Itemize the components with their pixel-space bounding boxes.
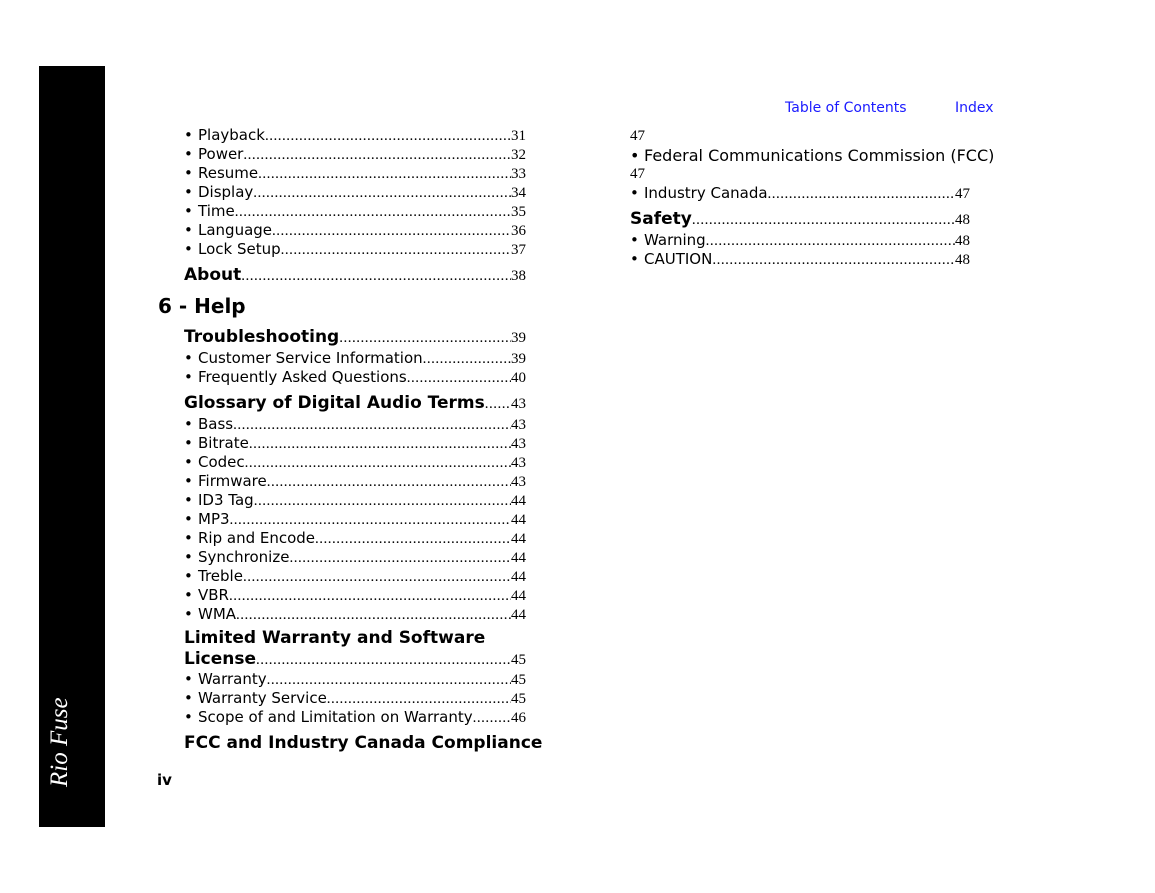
toc-entry[interactable]: [184, 349, 526, 368]
entry-page: 44: [511, 588, 526, 604]
toc-entry[interactable]: [184, 708, 526, 727]
toc-entry-industry-canada[interactable]: [630, 184, 970, 203]
toc-entry-about[interactable]: [184, 263, 526, 287]
leader-dots: [241, 264, 511, 288]
toc-entry[interactable]: [630, 250, 970, 269]
entry-page: 31: [511, 128, 526, 144]
entry-page: 39: [511, 330, 526, 346]
bullet: •: [184, 202, 193, 220]
bullet: •: [630, 146, 640, 165]
toc-entry[interactable]: [184, 415, 526, 434]
entry-label: • Rip and Encode: [184, 529, 316, 547]
bullet: •: [184, 529, 193, 547]
bullet: •: [630, 231, 639, 249]
entry-page: 43: [511, 474, 526, 490]
leader-dots: [768, 185, 955, 204]
leader-dots: [272, 222, 511, 241]
entry-label: • Playback: [184, 126, 265, 144]
entry-label: • Treble: [184, 567, 243, 585]
leader-dots: [245, 454, 511, 473]
leader-dots: [249, 435, 511, 454]
entry-page: 33: [511, 166, 526, 182]
bullet: •: [184, 670, 193, 688]
entry-page: 44: [511, 607, 526, 623]
bullet: •: [630, 250, 639, 268]
bullet: •: [184, 491, 193, 509]
leader-dots: [706, 232, 955, 251]
entry-page: 47: [955, 186, 970, 202]
entry-label: • Firmware: [184, 472, 267, 490]
entry-page: 43: [511, 436, 526, 452]
bullet: •: [184, 221, 193, 239]
bullet: •: [630, 184, 639, 202]
entry-page: 40: [511, 370, 526, 386]
leader-dots: [339, 326, 511, 350]
bullet: •: [184, 567, 193, 585]
leader-dots: [267, 473, 511, 492]
entry-label: • Display: [184, 183, 254, 201]
entry-page: 43: [511, 417, 526, 433]
entry-label: • CAUTION: [630, 250, 713, 268]
entry-page: 34: [511, 185, 526, 201]
toc-entry-fcc[interactable]: FCC and Industry Canada Compliance: [184, 733, 543, 753]
toc-entry[interactable]: [184, 164, 526, 183]
toc-entry[interactable]: [184, 491, 526, 510]
toc-entry[interactable]: [184, 221, 526, 240]
leader-dots: [233, 416, 511, 435]
fcc-page-number[interactable]: 47: [630, 128, 645, 144]
index-link[interactable]: Index: [955, 100, 994, 116]
leader-dots: [236, 606, 511, 625]
bullet: •: [184, 689, 193, 707]
entry-page: 44: [511, 550, 526, 566]
entry-page: 47: [630, 166, 645, 182]
toc-entry[interactable]: [184, 689, 526, 708]
bullet: •: [184, 434, 193, 452]
entry-label: • Customer Service Information: [184, 349, 423, 367]
entry-page: 38: [511, 268, 526, 284]
entry-label: • MP3: [184, 510, 230, 528]
leader-dots: [327, 690, 511, 709]
entry-page: 48: [955, 252, 970, 268]
toc-left-column: [158, 126, 543, 755]
entry-page: 46: [511, 710, 526, 726]
entry-page: 43: [511, 396, 526, 412]
bullet: •: [184, 472, 193, 490]
toc-entry[interactable]: [184, 145, 526, 164]
safety-items: [630, 231, 970, 269]
entry-page: 44: [511, 512, 526, 528]
entry-label: • Synchronize: [184, 548, 290, 566]
toc-entry-fcc-commission[interactable]: [630, 146, 998, 165]
chapter-heading: 6 - Help: [158, 294, 246, 318]
leader-dots: [267, 671, 511, 690]
entry-label: • Warning: [630, 231, 706, 249]
leader-dots: [254, 492, 511, 511]
toc-entry-warranty[interactable]: [184, 649, 526, 670]
toc-entry[interactable]: [184, 670, 526, 689]
entry-label: • Frequently Asked Questions: [184, 368, 407, 386]
entry-page: 44: [511, 493, 526, 509]
toc-entry[interactable]: [184, 240, 526, 259]
toc-entry-safety[interactable]: [630, 207, 970, 231]
entry-label: • Industry Canada: [630, 184, 768, 202]
toc-entry[interactable]: [184, 586, 526, 605]
toc-entry[interactable]: [630, 231, 970, 250]
bullet: •: [184, 586, 193, 604]
toc-entry-glossary[interactable]: [184, 391, 526, 415]
entry-label: • Language: [184, 221, 273, 239]
entry-page: 39: [511, 351, 526, 367]
leader-dots: [423, 350, 511, 369]
toc-entry[interactable]: [184, 548, 526, 567]
bullet: •: [184, 240, 193, 258]
bullet: •: [184, 183, 193, 201]
entry-label: • Codec: [184, 453, 245, 471]
entry-page: 45: [511, 691, 526, 707]
entry-label: • Warranty: [184, 670, 267, 688]
troubleshooting-items: [184, 349, 526, 387]
entry-label: • Bitrate: [184, 434, 249, 452]
entry-label: • VBR: [184, 586, 229, 604]
leader-dots: [229, 587, 511, 606]
toc-entry-troubleshooting[interactable]: [184, 325, 526, 349]
leader-dots: [265, 127, 511, 146]
leader-dots: [315, 530, 511, 549]
entry-label: • Scope of and Limitation on Warranty: [184, 708, 473, 726]
entry-page: 48: [955, 233, 970, 249]
entry-label: • Resume: [184, 164, 259, 182]
bullet: •: [184, 708, 193, 726]
glossary-items: [184, 415, 526, 624]
toc-entry[interactable]: [184, 126, 526, 145]
entry-page: 44: [511, 569, 526, 585]
bullet: •: [184, 349, 193, 367]
toc-entry[interactable]: [184, 472, 526, 491]
entry-label: • WMA: [184, 605, 237, 623]
bullet: •: [184, 145, 193, 163]
leader-dots: [692, 208, 955, 232]
entry-page: 43: [511, 455, 526, 471]
leader-dots: [407, 369, 511, 388]
bullet: •: [184, 126, 193, 144]
entry-page: 45: [511, 672, 526, 688]
entry-label: • Warranty Service: [184, 689, 327, 707]
toc-right-column: [630, 127, 998, 269]
toc-entry[interactable]: [184, 605, 526, 624]
leader-dots: [243, 568, 511, 587]
toc-entry[interactable]: [184, 529, 526, 548]
bullet: •: [184, 605, 193, 623]
leader-dots: [258, 165, 511, 184]
entry-label: Glossary of Digital Audio Terms: [184, 393, 485, 413]
entry-label: Federal Communications Commission (FCC): [644, 146, 995, 165]
settings-items: [184, 126, 526, 259]
entry-page: 48: [955, 212, 970, 228]
warranty-items: [184, 670, 526, 727]
toc-entry[interactable]: [184, 567, 526, 586]
warranty-label-line1[interactable]: Limited Warranty and Software: [184, 628, 486, 648]
toc-entry[interactable]: [184, 453, 526, 472]
leader-dots: [256, 650, 511, 671]
entry-label: Safety: [630, 209, 692, 229]
bullet: •: [184, 415, 193, 433]
leader-dots: [281, 241, 511, 260]
leader-dots: [473, 709, 511, 728]
entry-page: 35: [511, 204, 526, 220]
leader-dots: [235, 203, 511, 222]
entry-label: • ID3 Tag: [184, 491, 254, 509]
leader-dots: [243, 146, 511, 165]
entry-label: • Power: [184, 145, 244, 163]
page-number: iv: [157, 771, 172, 789]
entry-label: • Bass: [184, 415, 234, 433]
toc-entry[interactable]: [184, 368, 526, 387]
sidebar-title: Rio Fuse: [46, 697, 73, 787]
entry-page: 44: [511, 531, 526, 547]
entry-page: 36: [511, 223, 526, 239]
leader-dots: [289, 549, 511, 568]
entry-label: Troubleshooting: [184, 327, 340, 347]
bullet: •: [184, 453, 193, 471]
toc-entry[interactable]: [184, 183, 526, 202]
bullet: •: [184, 548, 193, 566]
bullet: •: [184, 368, 193, 386]
entry-page: 45: [511, 652, 526, 668]
entry-page: 37: [511, 242, 526, 258]
toc-entry[interactable]: [184, 510, 526, 529]
leader-dots: [712, 251, 955, 270]
entry-label: • Lock Setup: [184, 240, 281, 258]
bullet: •: [184, 510, 193, 528]
leader-dots: [230, 511, 511, 530]
leader-dots: [253, 184, 511, 203]
leader-dots: [485, 392, 511, 416]
entry-page: 32: [511, 147, 526, 163]
sidebar: [39, 66, 105, 827]
bullet: •: [184, 164, 193, 182]
entry-label: • Time: [184, 202, 235, 220]
table-of-contents-link[interactable]: Table of Contents: [785, 100, 907, 116]
entry-label: License: [184, 649, 257, 669]
entry-label: About: [184, 265, 242, 285]
toc-entry[interactable]: [184, 434, 526, 453]
toc-entry[interactable]: [184, 202, 526, 221]
